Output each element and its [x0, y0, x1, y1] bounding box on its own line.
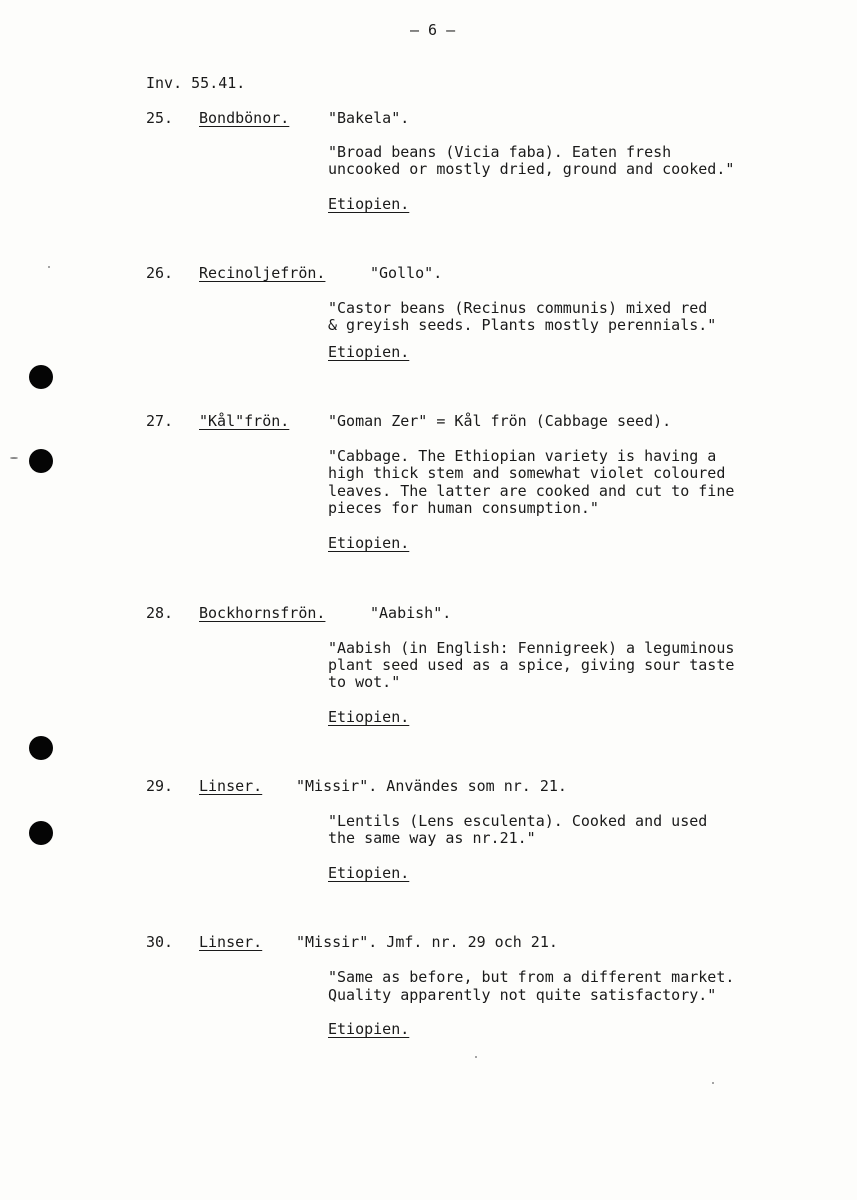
inventory-number: Inv. 55.41. — [146, 74, 246, 92]
entry-local-name: "Goman Zer" = Kål frön (Cabbage seed). — [328, 412, 672, 430]
speck — [712, 1082, 714, 1084]
punch-hole-2 — [29, 449, 53, 473]
entry-name: Bondbönor. — [199, 109, 290, 127]
page-number: – 6 – — [410, 21, 456, 39]
punch-hole-1 — [29, 365, 53, 389]
entry-local-name: "Missir". Användes som nr. 21. — [296, 777, 567, 795]
entry-name: "Kål"frön. — [199, 412, 290, 430]
entry-local-name: "Gollo". — [370, 264, 443, 282]
entry-number: 30. — [146, 933, 174, 951]
speck — [475, 1056, 477, 1058]
entry-description-line: the same way as nr.21." — [328, 829, 536, 847]
entry-origin: Etiopien. — [328, 1020, 410, 1038]
entry-description-line: & greyish seeds. Plants mostly perennials." — [328, 316, 717, 334]
entry-description-line: high thick stem and somewhat violet coloured — [328, 464, 726, 482]
entry-description-line: "Broad beans (Vicia faba). Eaten fresh — [328, 143, 672, 161]
punch-hole-4 — [29, 821, 53, 845]
entry-local-name: "Missir". Jmf. nr. 29 och 21. — [296, 933, 558, 951]
punch-hole-3 — [29, 736, 53, 760]
entry-number: 29. — [146, 777, 174, 795]
entry-description-line: "Lentils (Lens esculenta). Cooked and used — [328, 812, 708, 830]
entry-description-line: pieces for human consumption." — [328, 499, 599, 517]
entry-description-line: "Cabbage. The Ethiopian variety is having a — [328, 447, 717, 465]
entry-origin: Etiopien. — [328, 708, 410, 726]
entry-description-line: Quality apparently not quite satisfactory." — [328, 986, 717, 1004]
entry-number: 25. — [146, 109, 174, 127]
entry-description-line: uncooked or mostly dried, ground and cooked." — [328, 160, 735, 178]
entry-origin: Etiopien. — [328, 864, 410, 882]
entry-local-name: "Bakela". — [328, 109, 410, 127]
speck — [48, 266, 50, 268]
entry-number: 27. — [146, 412, 174, 430]
entry-number: 26. — [146, 264, 174, 282]
entry-name: Linser. — [199, 777, 263, 795]
entry-local-name: "Aabish". — [370, 604, 452, 622]
speck — [10, 457, 18, 459]
entry-description-line: "Same as before, but from a different market. — [328, 968, 735, 986]
entry-name: Bockhornsfrön. — [199, 604, 326, 622]
entry-number: 28. — [146, 604, 174, 622]
entry-name: Recinoljefrön. — [199, 264, 326, 282]
entry-description-line: plant seed used as a spice, giving sour taste — [328, 656, 735, 674]
entry-description-line: to wot." — [328, 673, 401, 691]
entry-origin: Etiopien. — [328, 534, 410, 552]
entry-description-line: "Aabish (in English: Fennigreek) a leguminous — [328, 639, 735, 657]
entry-description-line: leaves. The latter are cooked and cut to fine — [328, 482, 735, 500]
entry-name: Linser. — [199, 933, 263, 951]
entry-origin: Etiopien. — [328, 343, 410, 361]
entry-origin: Etiopien. — [328, 195, 410, 213]
entry-description-line: "Castor beans (Recinus communis) mixed red — [328, 299, 708, 317]
